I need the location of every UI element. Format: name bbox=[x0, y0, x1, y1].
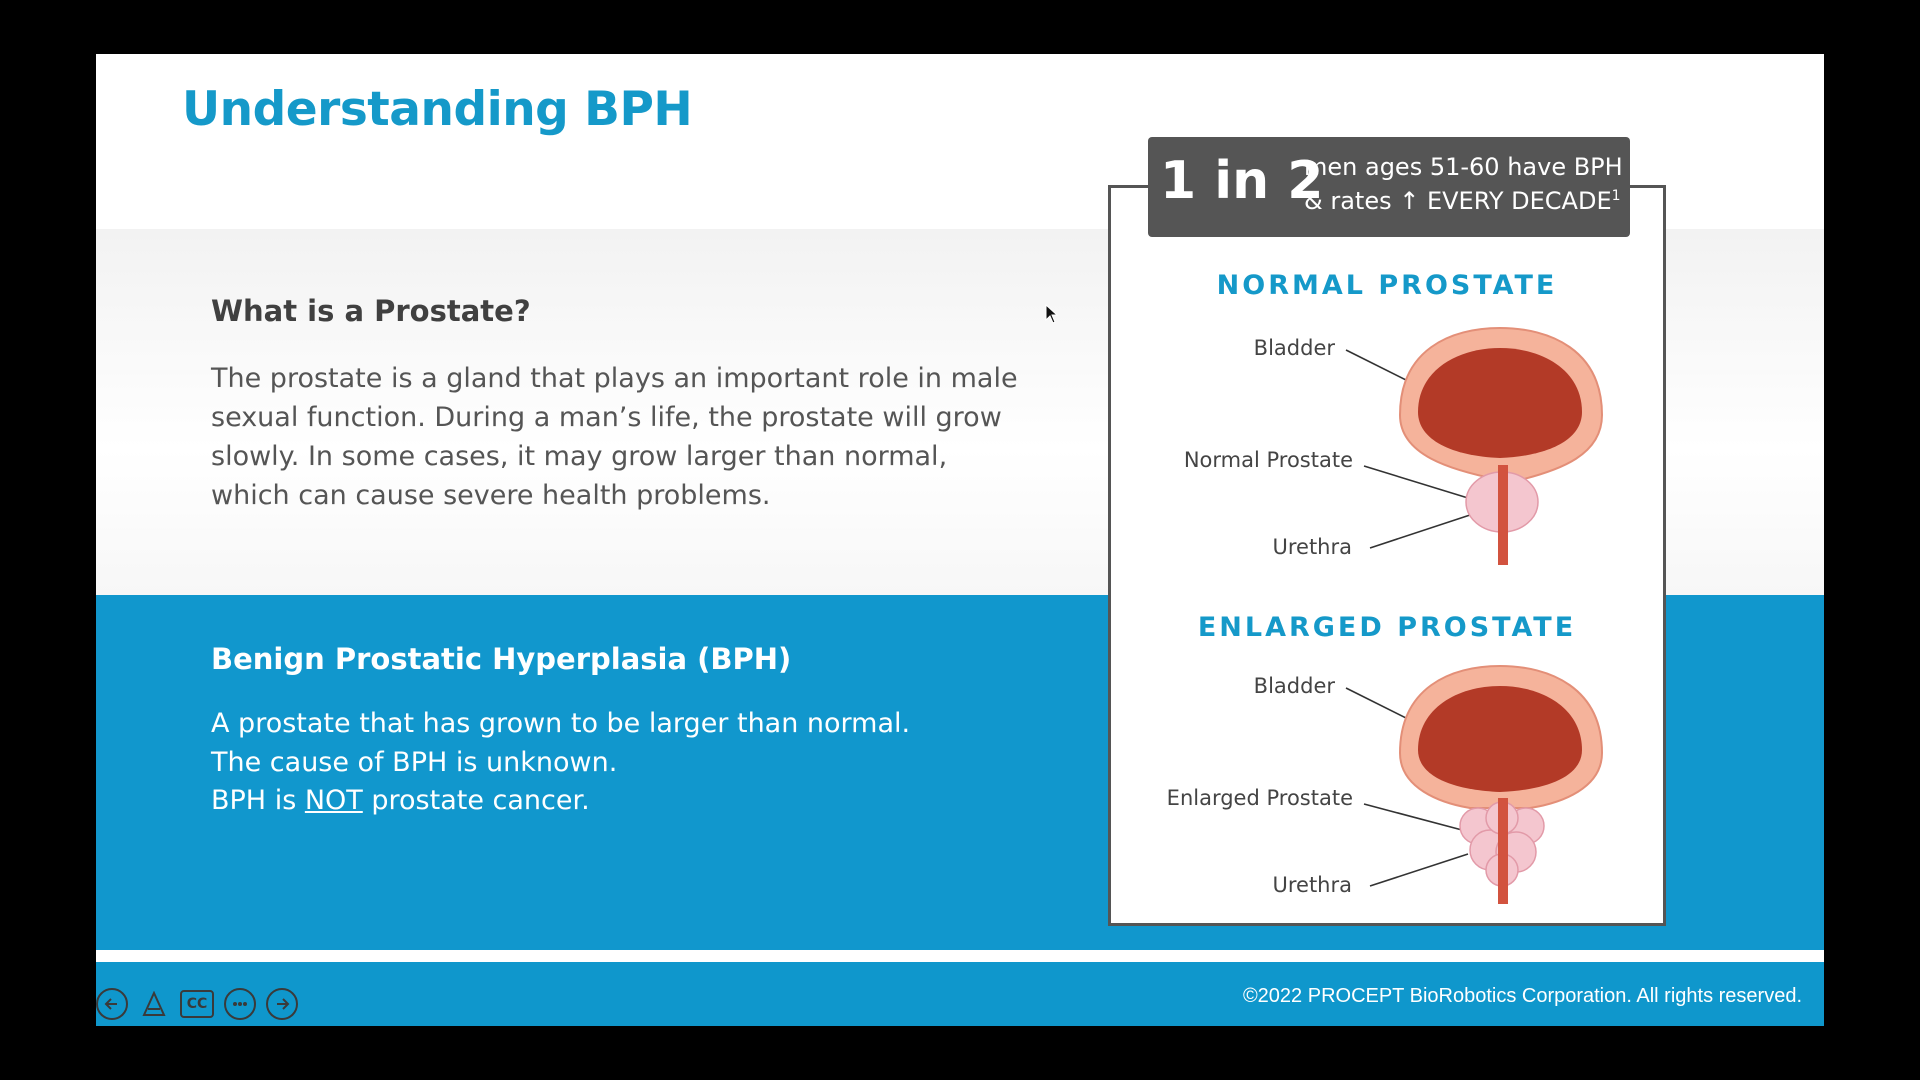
more-icon bbox=[231, 995, 249, 1013]
enlarged-prostate-label: Enlarged Prostate bbox=[1166, 786, 1353, 810]
bph-line-2: The cause of BPH is unknown. bbox=[211, 747, 618, 778]
stat-footnote: 1 bbox=[1611, 188, 1621, 204]
previous-button[interactable] bbox=[96, 988, 128, 1020]
enlarged-prostate-title: ENLARGED PROSTATE bbox=[1197, 612, 1577, 643]
normal-urethra-label: Urethra bbox=[1272, 535, 1352, 559]
prostate-body: The prostate is a gland that plays an important role in male sexual function. During a man’s life, the prostate will grow slowly. In some cases, it may grow larger than normal, which can cause severe health problems. bbox=[211, 363, 1018, 511]
more-button[interactable] bbox=[224, 988, 256, 1020]
bph-not-cancer bbox=[211, 781, 1031, 820]
bph-heading: Benign Prostatic Hyperplasia (BPH) bbox=[211, 642, 792, 676]
not-prefix: BPH is bbox=[211, 785, 305, 816]
cc-button[interactable]: CC bbox=[180, 990, 214, 1018]
accessibility-button[interactable] bbox=[138, 988, 170, 1020]
next-icon bbox=[273, 995, 291, 1013]
mouse-cursor-icon bbox=[1045, 304, 1059, 324]
stat-line-1: men ages 51-60 have BPH bbox=[1304, 153, 1623, 181]
divider-strip bbox=[96, 950, 1824, 962]
not-word: NOT bbox=[304, 785, 363, 816]
stat-big-number: 1 in 2 bbox=[1160, 151, 1324, 211]
enlarged-urethra-leader bbox=[1370, 854, 1468, 886]
bph-body bbox=[211, 704, 1031, 782]
copyright-text: ©2022 PROCEPT BioRobotics Corporation. All rights reserved. bbox=[1242, 985, 1802, 1007]
enlarged-prostate-illustration bbox=[1340, 658, 1620, 908]
next-button[interactable] bbox=[266, 988, 298, 1020]
player-controls bbox=[96, 988, 298, 1024]
page-title: Understanding BPH bbox=[182, 82, 693, 137]
normal-prostate-illustration bbox=[1340, 320, 1620, 570]
previous-icon bbox=[103, 995, 121, 1013]
not-suffix: prostate cancer. bbox=[362, 785, 590, 816]
normal-prostate-leader bbox=[1364, 466, 1468, 498]
enlarged-bladder-label: Bladder bbox=[1253, 674, 1335, 698]
normal-prostate-label: Normal Prostate bbox=[1183, 448, 1353, 472]
normal-prostate-title: NORMAL PROSTATE bbox=[1216, 270, 1558, 301]
bph-line-1: A prostate that has grown to be larger than normal. bbox=[211, 708, 911, 739]
normal-urethra-tube bbox=[1498, 465, 1508, 565]
enlarged-urethra-label: Urethra bbox=[1272, 873, 1352, 897]
stat-line-2-text: & rates ↑ EVERY DECADE bbox=[1304, 187, 1612, 215]
accessibility-icon bbox=[142, 991, 166, 1017]
stat-box bbox=[1148, 137, 1630, 237]
normal-urethra-leader bbox=[1370, 515, 1470, 548]
normal-bladder-label: Bladder bbox=[1253, 336, 1335, 360]
enlarged-urethra-tube bbox=[1498, 798, 1508, 904]
enlarged-prostate-leader bbox=[1364, 804, 1462, 830]
stat-line-2 bbox=[1304, 187, 1621, 215]
prostate-heading: What is a Prostate? bbox=[211, 294, 531, 328]
